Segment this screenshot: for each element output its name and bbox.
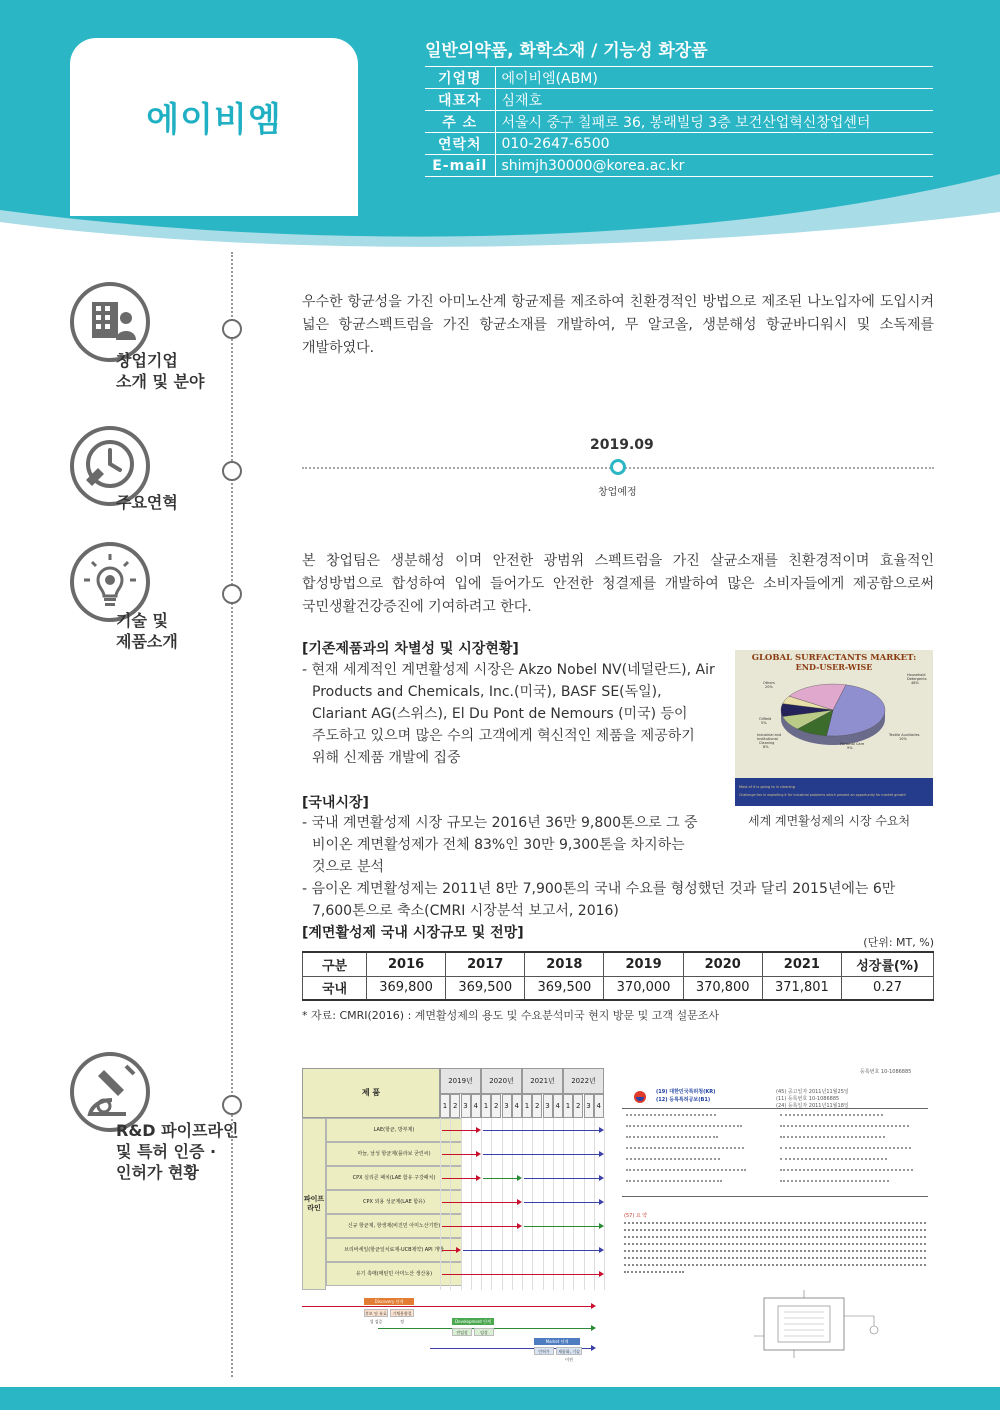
pipeline-bar xyxy=(442,1130,477,1131)
table-header-cell: 2018 xyxy=(525,952,604,976)
pipeline-grid-line xyxy=(563,1118,564,1290)
patent-reg-no: 등록번호 10-1086885 xyxy=(860,1069,912,1075)
info-row xyxy=(425,111,933,133)
patent-rule xyxy=(622,1108,928,1109)
list-item: - 음이온 계면활성제는 2011년 8만 7,900톤의 국내 수요를 형성했던 것과 달리 2015년에는 6만 7,600톤으로 축소(CMRI 시장분석 보고서, 2016) xyxy=(302,881,896,919)
table-cell: 369,500 xyxy=(446,976,525,1000)
table-cell: 369,500 xyxy=(525,976,604,1000)
patent-rule xyxy=(622,1196,928,1197)
table-cell: 370,000 xyxy=(604,976,683,1000)
figure-footer-1: Most of it is going to in cleaning xyxy=(739,785,795,789)
pipeline-year: 2021년 xyxy=(522,1068,563,1094)
table-header-cell: 2016 xyxy=(367,952,446,976)
timeline-node xyxy=(610,459,626,475)
legend-substage: 전임상 xyxy=(452,1328,472,1336)
rnd-pipeline-chart xyxy=(302,1068,606,1296)
timeline-event: 창업예정 xyxy=(598,487,637,498)
pipeline-quarter: 3 xyxy=(543,1094,553,1118)
pipeline-bar xyxy=(483,1130,600,1131)
patent-summary-line xyxy=(624,1250,926,1252)
pipeline-grid-line xyxy=(604,1118,605,1290)
info-value: 심재호 xyxy=(495,89,933,111)
pipeline-bar xyxy=(524,1178,600,1179)
pie-label-industrial: Industrial and Institutional Cleaning 8% xyxy=(757,733,782,749)
section-timeline-line xyxy=(231,252,233,1377)
pie-label-others: Others 20% xyxy=(763,681,775,689)
table-row xyxy=(303,976,934,1000)
patent-text-line xyxy=(626,1169,746,1171)
pipeline-quarter: 3 xyxy=(461,1094,471,1118)
timeline-date: 2019.09 xyxy=(590,437,654,453)
legend-substage: 후보 및 유효성 검증 xyxy=(365,1311,387,1324)
email-link[interactable]: shimjh30000@korea.ac.kr xyxy=(495,155,933,177)
pipeline-grid-line xyxy=(553,1118,554,1290)
patent-summary-line xyxy=(624,1264,926,1266)
section-label-intro xyxy=(116,350,204,392)
company-info-table xyxy=(425,66,933,177)
market-table-heading: [계면활성제 국내 시장규모 및 전망] xyxy=(302,925,524,941)
legend-stage: Development 단계 xyxy=(452,1318,494,1325)
patent-text-line xyxy=(780,1147,911,1149)
pipeline-category-text: 파이프 라인 xyxy=(303,1195,325,1212)
table-cell: 0.27 xyxy=(842,976,934,1000)
pipeline-grid-line xyxy=(450,1118,451,1290)
table-header-cell: 성장률(%) xyxy=(842,952,934,976)
pipeline-grid-line xyxy=(440,1118,441,1290)
section-label-tech xyxy=(116,610,178,652)
market-table-unit: (단위: MT, %) xyxy=(863,936,934,949)
pipeline-header-product: 제 품 xyxy=(302,1068,440,1118)
section-label-line: 제품소개 xyxy=(116,632,178,651)
list-item: - 현재 세계적인 계면활성제 시장은 Akzo Nobel NV(네덜란드), Air Products and Chemicals, Inc.(미국), BASF SE(독일), Clariant AG(스위스), El Du Pont de Nemours (미국) 등이 주도하고 있으며 많은 수의 고객에게 혁신적인 제품을 제공하기 위해 신제품 개발에 집중 xyxy=(302,662,715,766)
pipeline-bar xyxy=(442,1202,518,1203)
info-row xyxy=(425,155,933,177)
tech-paragraph: 본 창업팀은 생분해성 이며 안전한 광범위 스펙트럼을 가진 살균소재를 친환경적이며 효율적인 합성방법으로 합성하여 입에 들어가도 안전한 청결제를 개발하여 많은 소비자들에게 제공함으로써 국민생활건강증진에 기여하려고 한다. xyxy=(302,553,934,615)
legend-substage: 인허가 xyxy=(534,1347,554,1355)
pie-group xyxy=(781,684,885,745)
pipeline-product: CPX 외용 성균제(LAE 함유) xyxy=(326,1190,462,1214)
patent-summary-line xyxy=(624,1243,926,1245)
pipeline-bar xyxy=(463,1250,601,1251)
patent-text-line xyxy=(780,1114,883,1116)
pipeline-grid-line xyxy=(543,1118,544,1290)
pipeline-year: 2019년 xyxy=(440,1068,481,1094)
pipeline-year: 2022년 xyxy=(563,1068,604,1094)
pipeline-bar xyxy=(524,1226,600,1227)
pipeline-grid-line xyxy=(532,1118,533,1290)
pipeline-bar xyxy=(442,1178,477,1179)
pipeline-bar xyxy=(524,1202,600,1203)
patent-text-line xyxy=(780,1136,885,1138)
patent-office-logo xyxy=(632,1090,648,1104)
patent-summary-line xyxy=(624,1222,926,1224)
legend-substage: 제품화, 기술이전 xyxy=(556,1347,582,1355)
section-label-line: 주요연혁 xyxy=(116,493,178,512)
pipeline-grid xyxy=(440,1118,604,1290)
list-item: - 국내 계면활성제 시장 규모는 2016년 36만 9,800톤으로 그 중 비이온 계면활성제가 전체 83%인 30만 9,300톤을 차지하는 것으로 분석 xyxy=(302,815,698,875)
pipeline-quarter: 1 xyxy=(481,1094,491,1118)
pipeline-grid-line xyxy=(471,1118,472,1290)
pipeline-grid-line xyxy=(481,1118,482,1290)
patent-text-line xyxy=(626,1147,744,1149)
info-row xyxy=(425,89,933,111)
footer-band xyxy=(0,1387,1000,1410)
section-label-line: R&D 파이프라인 xyxy=(116,1121,239,1140)
figure-footer-2: Challenge lies in exploiting it for industrial problems which present an opportunity for market growth xyxy=(739,793,906,797)
info-value: 에이비엠(ABM) xyxy=(495,67,933,89)
pipeline-category xyxy=(302,1118,326,1290)
pipeline-product: 신규 항균제, 항생제(비진민 아미노산기반) xyxy=(326,1214,462,1238)
market-table-source: * 자료: CMRI(2016) : 계면활성제의 용도 및 수요분석미국 현지 방문 및 고객 설문조사 xyxy=(302,1009,720,1022)
pie-label-oilfield: Oilfield 5% xyxy=(759,717,772,725)
patent-reg-date: (24) 등록일자 2011년11월18일 xyxy=(776,1103,849,1109)
section-node-tech xyxy=(222,584,242,604)
table-cell: 371,801 xyxy=(762,976,841,1000)
figure-title: GLOBAL SURFACTANTS MARKET: xyxy=(751,653,917,663)
pipeline-quarter: 1 xyxy=(563,1094,573,1118)
figure-subtitle: END-USER-WISE xyxy=(795,662,873,672)
table-header-row xyxy=(303,952,934,976)
section-node-history xyxy=(222,461,242,481)
pipeline-bar xyxy=(442,1250,457,1251)
domestic-heading: [국내시장] xyxy=(302,795,369,811)
info-label: 기업명 xyxy=(425,67,495,89)
legend-substage: 기체용량결정 xyxy=(390,1309,414,1317)
pipeline-grid-line xyxy=(502,1118,503,1290)
pie-label-personal: Personal Care 9% xyxy=(840,742,865,750)
diff-list xyxy=(302,659,716,769)
table-header-cell: 2021 xyxy=(762,952,841,976)
section-node-rnd xyxy=(222,1095,242,1115)
pipeline-bar xyxy=(442,1274,600,1275)
legend-stage: Discovery 단계 xyxy=(364,1298,414,1305)
pipeline-product: 브리바세일(항균일치료제-UCB제약) API 개발 xyxy=(326,1238,462,1262)
table-header-cell: 2020 xyxy=(683,952,762,976)
pipeline-product: 유기 촉매(메틴민 아미노산 생산용) xyxy=(326,1262,462,1286)
info-label: E-mail xyxy=(425,155,495,177)
pipeline-bar xyxy=(483,1154,600,1155)
patent-summary-heading: (57) 요 약 xyxy=(624,1213,648,1219)
patent-text-line xyxy=(626,1125,742,1127)
market-size-table xyxy=(302,951,934,1001)
legend-substage: 임상 xyxy=(474,1328,494,1336)
domestic-list xyxy=(302,812,934,922)
patent-text-line xyxy=(780,1169,913,1171)
pipeline-quarter: 4 xyxy=(471,1094,481,1118)
pipeline-grid-line xyxy=(584,1118,585,1290)
pipeline-grid-line xyxy=(491,1118,492,1290)
info-label: 주 소 xyxy=(425,111,495,133)
section-label-line: 기술 및 xyxy=(116,611,168,630)
section-label-line: 소개 및 분야 xyxy=(116,372,205,391)
patent-text-line xyxy=(780,1158,887,1160)
pipeline-quarter: 2 xyxy=(573,1094,583,1118)
info-value: 서울시 중구 칠패로 36, 봉래빌딩 3층 보건산업혁신창업센터 xyxy=(495,111,933,133)
patent-summary-line xyxy=(624,1271,684,1273)
section-label-rnd xyxy=(116,1120,238,1183)
pipeline-quarter: 2 xyxy=(491,1094,501,1118)
table-header-cell: 구분 xyxy=(303,952,367,976)
patent-drawing xyxy=(734,1286,894,1360)
pipeline-quarter: 4 xyxy=(512,1094,522,1118)
pipeline-bar xyxy=(442,1154,477,1155)
patent-text-line xyxy=(626,1114,716,1116)
pipeline-product: LAE(항균, 방부제) xyxy=(326,1118,462,1142)
pipeline-quarter: 4 xyxy=(553,1094,563,1118)
table-header-cell: 2019 xyxy=(604,952,683,976)
pipeline-year: 2020년 xyxy=(481,1068,522,1094)
pipeline-bar xyxy=(483,1178,518,1179)
info-label: 대표자 xyxy=(425,89,495,111)
info-row xyxy=(425,133,933,155)
patent-summary-line xyxy=(624,1257,926,1259)
pipeline-grid-line xyxy=(573,1118,574,1290)
pie-label-household: Household Detergents 48% xyxy=(907,673,927,685)
pipeline-quarter: 1 xyxy=(522,1094,532,1118)
patent-text-line xyxy=(626,1158,720,1160)
patent-reg-number: (11) 등록번호 10-1086885 xyxy=(776,1096,840,1102)
pipeline-quarter: 3 xyxy=(502,1094,512,1118)
pipeline-grid-line xyxy=(594,1118,595,1290)
patent-pub-date: (45) 공고일자 2011년11월25일 xyxy=(776,1089,849,1095)
intro-paragraph: 우수한 항균성을 가진 아미노산계 항균제를 제조하여 친환경적인 방법으로 제조된 나노입자에 도입시켜 넓은 항균스펙트럼을 가진 항균소재를 개발하여, 무 알코올, 생분해성 항균바디워시 및 소독제를 개발하였다. xyxy=(302,294,934,356)
diff-heading: [기존제품과의 차별성 및 시장현황] xyxy=(302,641,519,657)
section-label-history xyxy=(116,492,178,513)
pipeline-quarter: 1 xyxy=(440,1094,450,1118)
info-label: 연락처 xyxy=(425,133,495,155)
section-node-intro xyxy=(222,319,242,339)
table-header-cell: 2017 xyxy=(446,952,525,976)
patent-text-line xyxy=(780,1180,889,1182)
pipeline-quarter: 3 xyxy=(584,1094,594,1118)
patent-text-line xyxy=(626,1136,718,1138)
section-label-line: 창업기업 xyxy=(116,351,178,370)
business-category: 일반의약품, 화학소재 / 기능성 화장품 xyxy=(425,41,708,61)
pipeline-grid-line xyxy=(522,1118,523,1290)
pipeline-bar xyxy=(442,1226,518,1227)
patent-text-line xyxy=(780,1125,909,1127)
surfactant-market-figure xyxy=(733,650,933,806)
pipeline-product: CPX 실리콘 패치(LAE 함유 구강패치) xyxy=(326,1166,462,1190)
pipeline-legend xyxy=(302,1296,608,1362)
pipeline-product: 마늘, 날성 항균제(플라보 굳린씨) xyxy=(326,1142,462,1166)
patent-summary-line xyxy=(624,1236,926,1238)
legend-arrow-discovery xyxy=(302,1306,592,1307)
table-cell: 370,800 xyxy=(683,976,762,1000)
table-cell: 국내 xyxy=(303,976,367,1000)
patent-summary-line xyxy=(624,1229,926,1231)
patent-type: (12) 등록특허공보(B1) xyxy=(656,1097,711,1103)
pipeline-grid-line xyxy=(461,1118,462,1290)
section-label-line: 인허가 현황 xyxy=(116,1163,199,1182)
pipeline-quarter: 2 xyxy=(532,1094,542,1118)
pipeline-quarter: 4 xyxy=(594,1094,604,1118)
section-label-line: 및 특허 인증 · xyxy=(116,1142,217,1161)
table-cell: 369,800 xyxy=(367,976,446,1000)
figure-caption: 세계 계면활성제의 시장 수요처 xyxy=(748,814,911,828)
patent-office: (19) 대한민국특허청(KR) xyxy=(656,1089,716,1095)
legend-stage: Market 단계 xyxy=(534,1338,580,1345)
info-row xyxy=(425,67,933,89)
patent-text-line xyxy=(626,1180,722,1182)
pie-label-textile: Textile Auxiliaries 10% xyxy=(889,733,920,741)
pipeline-quarter: 2 xyxy=(450,1094,460,1118)
company-name: 에이비엠 xyxy=(146,100,282,140)
info-value[interactable]: 010-2647-6500 xyxy=(495,133,933,155)
pipeline-grid-line xyxy=(512,1118,513,1290)
patent-document xyxy=(622,1068,934,1360)
